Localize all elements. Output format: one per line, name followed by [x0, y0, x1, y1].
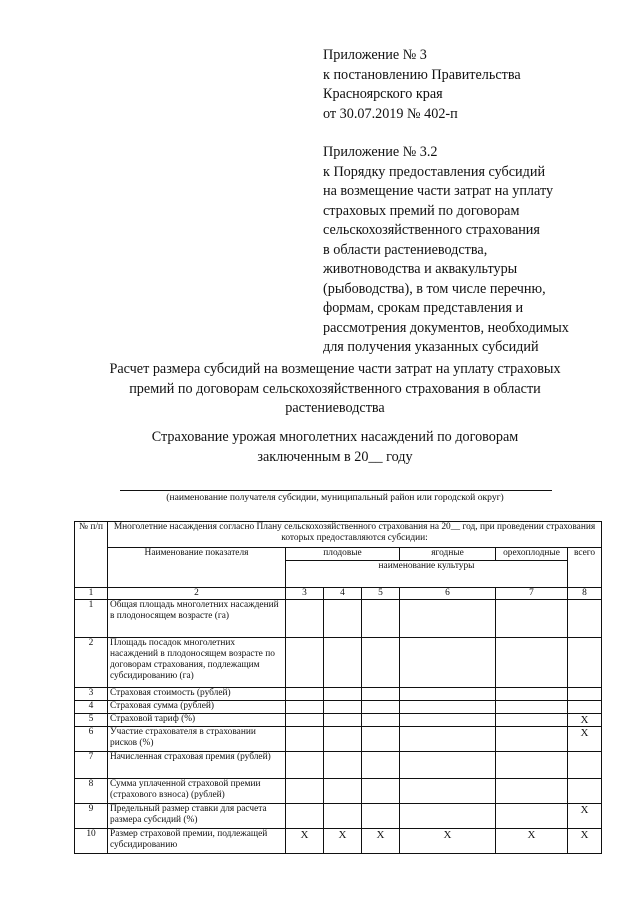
cell-mark [400, 752, 496, 779]
title-line: Расчет размера субсидий на возмещение части затрат на уплату страховых [109, 361, 561, 377]
cell-mark [324, 688, 362, 701]
appendix-line: к Порядку предоставления субсидий [323, 163, 546, 180]
cell-mark [568, 701, 602, 714]
appendix-line: от 30.07.2019 № 402-п [323, 105, 458, 122]
appendix-line: для получения указанных субсидий [323, 339, 539, 355]
cell-mark: X [568, 727, 602, 752]
cell-mark [496, 714, 568, 727]
cell-mark: X [286, 829, 324, 854]
table-row [75, 829, 602, 854]
cell-mark [362, 727, 400, 752]
header-plan: Многолетние насаждения согласно Плану сельскохозяйственного страхования на 20__ год, при проведении страхования которых предоставляются субсидии: [108, 522, 602, 548]
column-number: 5 [362, 588, 400, 600]
appendix-line: Приложение № 3.2 [323, 144, 438, 160]
appendix-line: в области растениеводства, [323, 241, 488, 258]
recipient-fill-line [120, 490, 552, 491]
cell-mark: X [324, 829, 362, 854]
row-label: Площадь посадок многолетних насаждений в плодоносящем возрасте по договорам страхования, подлежащим субсидированию (га) [108, 638, 286, 688]
appendix-line: на возмещение части затрат на уплату [323, 183, 554, 199]
cell-mark [400, 804, 496, 829]
cell-mark [362, 804, 400, 829]
subtitle-line: Страхование урожая многолетних насаждений по договорам [151, 429, 519, 445]
row-label: Общая площадь многолетних насаждений в плодоносящем возрасте (га) [108, 600, 286, 638]
row-number: 2 [75, 638, 108, 688]
row-number: 5 [75, 714, 108, 727]
cell-mark [324, 638, 362, 688]
table-row [75, 688, 602, 701]
cell-mark [286, 804, 324, 829]
cell-mark [496, 779, 568, 804]
document-subtitle [40, 428, 630, 467]
table-row [75, 714, 602, 727]
cell-mark [400, 600, 496, 638]
table-row [75, 701, 602, 714]
appendix-line: страховых премий по договорам [323, 202, 520, 219]
row-number: 8 [75, 779, 108, 804]
cell-mark: X [362, 829, 400, 854]
row-number: 3 [75, 688, 108, 701]
column-number: 3 [286, 588, 324, 600]
row-label: Участие страхователя в страховании рисков (%) [108, 727, 286, 752]
appendix-header [323, 46, 623, 358]
cell-mark [286, 638, 324, 688]
cell-mark [324, 752, 362, 779]
appendix-block-1 [323, 46, 623, 124]
cell-mark [362, 600, 400, 638]
row-number: 10 [75, 829, 108, 854]
table-row [75, 804, 602, 829]
header-group-berry: ягодные [400, 548, 496, 561]
cell-mark [286, 779, 324, 804]
appendix-line: рассмотрения документов, необходимых [323, 319, 569, 336]
cell-mark [400, 714, 496, 727]
cell-mark [400, 638, 496, 688]
recipient-caption: (наименование получателя субсидии, муниципальный район или городской округ) [166, 492, 504, 503]
header-indicator: Наименование показателя [108, 548, 286, 588]
title-line: премий по договорам сельскохозяйственного страхования в области [129, 380, 541, 397]
row-number: 7 [75, 752, 108, 779]
cell-mark [400, 688, 496, 701]
header-group-nut: орехоплодные [496, 548, 568, 561]
row-label: Предельный размер ставки для расчета размера субсидий (%) [108, 804, 286, 829]
header-num: № п/п [75, 522, 108, 588]
cell-mark [286, 714, 324, 727]
appendix-spacer [323, 124, 623, 143]
cell-mark [496, 804, 568, 829]
header-total: всего [568, 548, 602, 588]
column-number: 6 [400, 588, 496, 600]
row-label: Размер страховой премии, подлежащей субсидированию [108, 829, 286, 854]
cell-mark: X [400, 829, 496, 854]
cell-mark: X [568, 804, 602, 829]
cell-mark [324, 779, 362, 804]
row-label: Страховая стоимость (рублей) [108, 688, 286, 701]
row-number: 9 [75, 804, 108, 829]
cell-mark [362, 752, 400, 779]
cell-mark [568, 600, 602, 638]
column-number: 8 [568, 588, 602, 600]
cell-mark [362, 638, 400, 688]
appendix-line: животноводства и аквакультуры [323, 261, 518, 277]
cell-mark: X [568, 714, 602, 727]
cell-mark [568, 752, 602, 779]
title-line: растениеводства [285, 400, 385, 416]
cell-mark [568, 779, 602, 804]
cell-mark [496, 701, 568, 714]
appendix-line: сельскохозяйственного страхования [323, 222, 540, 238]
cell-mark [286, 727, 324, 752]
cell-mark [324, 727, 362, 752]
cell-mark [496, 638, 568, 688]
column-number-row [75, 588, 602, 600]
cell-mark [362, 779, 400, 804]
appendix-line: Красноярского края [323, 86, 443, 102]
subtitle-line: заключенным в 20__ году [257, 448, 413, 465]
table-header-row [75, 522, 602, 548]
cell-mark [286, 688, 324, 701]
column-number: 4 [324, 588, 362, 600]
cell-mark [286, 701, 324, 714]
row-label: Сумма уплаченной страховой премии (страхового взноса) (рублей) [108, 779, 286, 804]
cell-mark: X [496, 829, 568, 854]
cell-mark: X [568, 829, 602, 854]
cell-mark [568, 638, 602, 688]
table-row [75, 752, 602, 779]
row-label: Страховой тариф (%) [108, 714, 286, 727]
appendix-line: Приложение № 3 [323, 47, 427, 63]
column-number: 2 [108, 588, 286, 600]
cell-mark [362, 714, 400, 727]
row-label: Начисленная страховая премия (рублей) [108, 752, 286, 779]
cell-mark [324, 600, 362, 638]
cell-mark [496, 600, 568, 638]
cell-mark [324, 701, 362, 714]
appendix-block-2 [323, 143, 623, 358]
table-row [75, 727, 602, 752]
subsidy-calculation-table [74, 521, 602, 854]
column-number: 1 [75, 588, 108, 600]
row-number: 1 [75, 600, 108, 638]
table-row [75, 600, 602, 638]
cell-mark [400, 701, 496, 714]
table-header-row [75, 548, 602, 561]
cell-mark [362, 688, 400, 701]
cell-mark [324, 714, 362, 727]
appendix-line: формам, срокам представления и [323, 300, 524, 316]
column-number: 7 [496, 588, 568, 600]
cell-mark [362, 701, 400, 714]
cell-mark [496, 688, 568, 701]
cell-mark [496, 752, 568, 779]
header-group-fruit: плодовые [286, 548, 400, 561]
row-number: 4 [75, 701, 108, 714]
cell-mark [496, 727, 568, 752]
appendix-line: к постановлению Правительства [323, 66, 521, 83]
cell-mark [568, 688, 602, 701]
cell-mark [324, 804, 362, 829]
appendix-line: (рыбоводства), в том числе перечню, [323, 280, 546, 297]
cell-mark [400, 779, 496, 804]
table-row [75, 638, 602, 688]
row-number: 6 [75, 727, 108, 752]
cell-mark [286, 600, 324, 638]
row-label: Страховая сумма (рублей) [108, 701, 286, 714]
document-title [40, 360, 630, 419]
cell-mark [286, 752, 324, 779]
header-crop-name: наименование культуры [286, 561, 568, 588]
cell-mark [400, 727, 496, 752]
table-row [75, 779, 602, 804]
